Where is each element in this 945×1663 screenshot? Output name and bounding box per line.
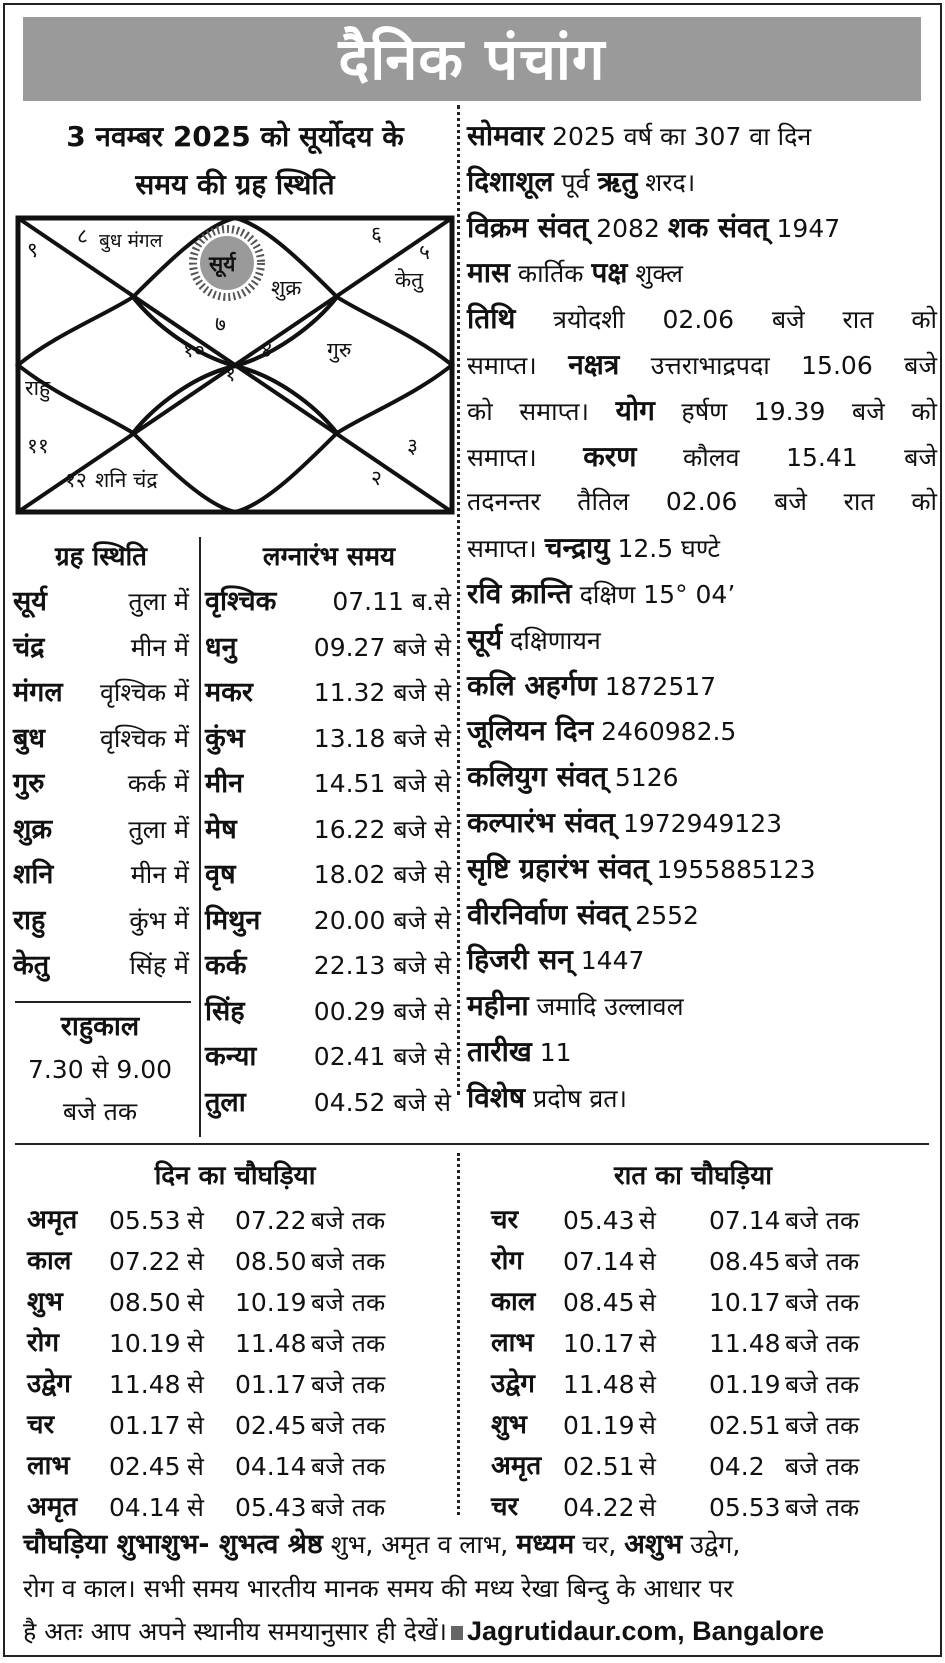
choghadiya-row [491,1323,911,1364]
grah-row [13,716,189,761]
footer-credit: Jagrutidaur.com, Bangalore [467,1616,825,1646]
panchang-value: हर्षण 19.39 बजे को [654,396,937,426]
choghadiya-row [491,1241,911,1282]
word-se: से [187,1452,204,1481]
grah-rashi: वृश्चिक में [100,723,189,753]
choghadiya-name: चर [491,1205,519,1235]
word-baje-tak: बजे तक [311,1493,386,1522]
grah-name: मंगल [13,677,63,708]
word-se: से [639,1370,656,1399]
word-baje-tak: बजे तक [311,1247,386,1276]
house-number-12: १२ [65,468,87,492]
panchang-value: शरद। [637,167,696,197]
choghadiya-from: 10.17 [563,1329,635,1358]
word-baje-tak: बजे तक [785,1329,860,1358]
house-number-10: १० [183,338,205,362]
word-baje-tak: बजे तक [311,1370,386,1399]
planet-budh-mangal: बुध मंगल [99,230,163,252]
panchang-label: रवि क्रान्ति [467,577,572,610]
grah-row [13,670,189,715]
house-number-5: ५ [419,240,430,264]
lagna-row [205,625,451,670]
choghadiya-row [27,1487,447,1528]
choghadiya-name: काल [491,1287,536,1317]
choghadiya-to: 11.48 [235,1329,307,1358]
word-baje-tak: बजे तक [785,1493,860,1522]
word-se: से [187,1247,204,1276]
grah-row [13,943,189,988]
grah-rashi: तुला में [128,814,189,844]
lagna-time: 14.51 बजे से [313,769,451,798]
lagna-name: कर्क [205,950,247,981]
choghadiya-to: 01.19 [709,1370,781,1399]
panchang-value: 1872517 [596,671,717,701]
choghadiya-name: शुभ [491,1410,527,1440]
word-baje-tak: बजे तक [311,1206,386,1235]
house-number-11: ११ [27,434,49,458]
panchang-value: उत्तराभाद्रपदा 15.06 बजे [619,351,938,380]
panchang-label: करण [583,439,637,473]
grah-name: सूर्य [13,586,47,617]
rahukaal-time: 7.30 से 9.00 [27,1055,173,1084]
word-se: से [187,1329,204,1358]
choghadiya-row [27,1241,447,1282]
grah-row [13,852,189,897]
word-baje-tak: बजे तक [311,1411,386,1440]
choghadiya-name: काल [27,1246,72,1276]
planet-shukra: शुक्र [271,276,302,300]
panchang-label: चन्द्रायु [544,531,610,565]
panchang-value: दक्षिणायन [502,625,601,655]
grah-rashi: कुंभ में [129,905,189,935]
choghadiya-to: 02.51 [709,1411,781,1440]
panchang-value: को समाप्त। [467,396,616,426]
panchang-label: पक्ष [591,256,628,290]
word-se: से [639,1288,656,1317]
grah-name: राहु [13,904,46,936]
choghadiya-row [27,1282,447,1323]
lagna-time: 09.27 बजे से [313,632,451,662]
panchang-label: तारीख [467,1035,532,1068]
lagna-title: लग्नारंभ समय [262,542,396,572]
choghadiya-row [27,1200,447,1241]
panchang-line [467,525,937,571]
footer-line-1 [23,1523,928,1567]
choghadiya-row [491,1200,911,1241]
lagna-name: मेष [205,813,237,845]
choghadiya-name: उद्वेग [27,1369,71,1399]
grah-rashi: मीन में [130,632,189,662]
choghadiya-to: 10.17 [709,1288,781,1317]
choghadiya-name: उद्वेग [491,1369,535,1399]
panchang-label: जूलियन दिन [467,714,594,748]
footer-line-3 [23,1609,928,1653]
choghadiya-row [491,1446,911,1487]
choghadiya-name: अमृत [27,1492,78,1522]
panchang-line [467,342,937,388]
panchang-label: योग [615,393,655,427]
choghadiya-to: 08.45 [709,1247,781,1276]
panchang-line [467,663,937,709]
grah-title: ग्रह स्थिति [54,542,148,572]
choghadiya-row [27,1405,447,1446]
choghadiya-name: अमृत [491,1451,542,1481]
choghadiya-to: 05.43 [235,1493,307,1522]
lagna-time: 11.32 बजे से [313,678,451,707]
lagna-name: मिथुन [205,904,261,936]
choghadiya-from: 02.45 [109,1452,181,1481]
panchang-value: 1955885123 [648,854,816,884]
panchang-label: विक्रम संवत् [467,210,589,244]
house-number-9: ९ [27,238,38,262]
choghadiya-to: 05.53 [709,1493,781,1522]
kundli-chart [15,215,455,515]
panchang-value: तदनन्तर तैतिल 02.06 बजे रात को [467,487,937,517]
panchang-line [467,617,937,663]
word-se: से [639,1247,656,1276]
choghadiya-from: 11.48 [109,1370,181,1399]
planet-ketu: केतु [395,268,424,292]
chart-heading [15,113,455,209]
panchang-label: नक्षत्र [568,348,620,381]
choghadiya-from: 05.53 [109,1206,181,1235]
grah-name: शुक्र [13,813,53,845]
house-number-7: ७ [215,312,226,336]
panchang-label: सूर्य [467,622,503,656]
choghadiya-from: 04.14 [109,1493,181,1522]
square-icon [451,1626,463,1640]
panchang-value: 5126 [606,763,679,793]
lagna-time: 22.13 बजे से [313,951,451,980]
panchang-value: 12.5 घण्टे [609,534,721,564]
choghadiya-to: 04.2 [709,1452,765,1481]
chart-heading-line2: समय की ग्रह स्थिति [135,168,335,201]
panchang-label: सृष्टि ग्रहारंभ संवत् [467,851,649,885]
planet-surya: सूर्य [209,252,236,276]
lagna-time: 07.11 ब.से [332,587,451,616]
choghadiya-to: 02.45 [235,1411,307,1440]
word-se: से [187,1493,204,1522]
word-se: से [639,1493,656,1522]
word-se: से [639,1329,656,1358]
panchang-value: 2082 [588,213,668,243]
panchang-line [467,1029,937,1075]
panchang-value: जमादि उल्लावल [528,992,684,1022]
grah-row [13,761,189,806]
grah-rashi: सिंह में [129,951,189,980]
lagna-time: 04.52 बजे से [313,1087,451,1117]
lagna-name: कन्या [205,1041,257,1072]
word-se: से [187,1288,204,1317]
word-baje-tak: बजे तक [311,1329,386,1358]
footer-label-madhyam: मध्यम [516,1529,575,1560]
house-number-3: ३ [407,434,418,458]
choghadiya-from: 07.14 [563,1247,635,1276]
panchang-line [467,983,937,1029]
panchang-label: ऋतु [597,164,638,198]
house-number-1: १ [225,362,236,386]
grah-row [13,579,189,624]
panchang-value: प्रदोष व्रत। [525,1083,627,1113]
lagna-time: 00.29 बजे से [313,996,451,1026]
choghadiya-from: 11.48 [563,1370,635,1399]
footer-text-4: है अतः आप अपने स्थानीय समयानुसार ही देखें। [23,1617,448,1646]
choghadiya-to: 07.22 [235,1206,307,1235]
word-se: से [639,1206,656,1235]
word-baje-tak: बजे तक [785,1452,860,1481]
panchang-label: तिथि [467,302,516,336]
planet-shani-chandra: शनि चंद्र [95,468,158,492]
panchang-value: 1972949123 [615,809,783,838]
panchang-line [467,846,937,892]
panchang-line [467,434,937,480]
grah-rule [15,1001,191,1003]
panchang-label: विशेष [467,1080,526,1114]
panchang-label: वीरनिर्वाण संवत् [467,897,628,931]
rahukaal-title: राहुकाल [60,1011,140,1042]
panchang-value: शुक्ल [627,259,683,289]
word-baje-tak: बजे तक [785,1247,860,1276]
lagna-name: सिंह [205,995,245,1027]
panchang-label: महीना [467,989,529,1023]
choghadiya-name: लाभ [491,1328,534,1358]
grah-name: शनि [13,859,54,890]
lagna-time: 16.22 बजे से [313,814,451,844]
panchang-label: मास [467,256,510,290]
choghadiya-from: 08.50 [109,1288,181,1317]
word-se: से [187,1206,204,1235]
grah-row [13,807,189,852]
lagna-name: मीन [205,768,244,799]
day-choghadiya-title: दिन का चौघड़िया [154,1161,316,1191]
house-number-8: ८ [77,224,88,248]
choghadiya-from: 01.19 [563,1411,635,1440]
choghadiya-name: लाभ [27,1451,70,1481]
lagna-row [205,898,451,943]
choghadiya-from: 08.45 [563,1288,635,1317]
grah-rashi: कर्क में [127,769,189,798]
choghadiya-row [27,1446,447,1487]
panchang-value: समाप्त। [467,534,545,564]
choghadiya-name: रोग [491,1246,524,1276]
choghadiya-to: 01.17 [235,1370,307,1399]
panchang-value: 1447 [572,946,645,976]
panchang-label: सोमवार [467,119,545,152]
footer-label-shubh: चौघड़िया शुभाशुभ- शुभत्व श्रेष्ठ [23,1529,323,1560]
choghadiya-row [491,1487,911,1528]
panchang-line [467,113,937,159]
choghadiya-to: 04.14 [235,1452,307,1481]
choghadiya-from: 01.17 [109,1411,181,1440]
footer-label-ashubh: अशुभ [624,1529,683,1560]
lagna-row [205,943,451,988]
house-number-6: ६ [371,222,382,246]
lagna-row [205,1034,451,1079]
choghadiya-name: शुभ [27,1287,63,1317]
panchang-value: कार्तिक [509,259,592,289]
column-divider [457,105,460,1095]
lagna-time: 20.00 बजे से [313,905,451,935]
panchang-label: दिशाशूल [467,164,554,198]
lagna-name: वृश्चिक [205,586,277,617]
word-baje-tak: बजे तक [311,1452,386,1481]
choghadiya-from: 04.22 [563,1493,635,1522]
choghadiya-name: रोग [27,1328,60,1358]
lagna-name: मकर [205,677,253,708]
panchang-value: दक्षिण 15° 04’ [571,580,736,609]
lagna-row [205,807,451,852]
word-baje-tak: बजे तक [785,1370,860,1399]
panchang-value: समाप्त। [467,351,569,380]
panchang-value: त्रयोदशी 02.06 बजे रात को [515,305,937,335]
lagna-name: वृष [205,859,236,890]
panchang-line [467,479,937,525]
word-baje-tak: बजे तक [311,1288,386,1317]
night-choghadiya-title: रात का चौघड़िया [613,1161,773,1191]
lagna-row [205,989,451,1034]
chart-heading-line1: 3 नवम्बर 2025 को सूर्योदय के [66,120,404,153]
choghadiya-name: अमृत [27,1205,78,1235]
panchang-line [467,1075,937,1121]
grah-row [13,625,189,670]
panchang-line [467,205,937,251]
grah-name: चंद्र [13,631,45,663]
house-number-4: ४ [261,338,272,362]
house-number-2: २ [371,466,382,490]
lagna-row [205,1080,451,1125]
word-se: से [639,1452,656,1481]
table-divider [199,537,201,1137]
grah-rashi: वृश्चिक में [100,678,189,707]
panchang-value: पूर्व [553,167,598,197]
panchang-label: हिजरी सन् [467,943,573,977]
choghadiya-from: 02.51 [563,1452,635,1481]
word-baje-tak: बजे तक [785,1288,860,1317]
panchang-value: समाप्त। [467,442,584,472]
choghadiya-divider [457,1153,460,1515]
choghadiya-name: चर [491,1492,519,1522]
panchang-line [467,250,937,296]
section-rule [15,1143,929,1145]
lagna-name: तुला [205,1086,246,1118]
rahukaal-box [13,1005,187,1133]
choghadiya-row [491,1282,911,1323]
panchang-line [467,296,937,342]
choghadiya-to: 07.14 [709,1206,781,1235]
grah-name: बुध [13,722,46,754]
lagna-row [205,579,451,624]
lagna-row [205,761,451,806]
grah-rashi: मीन में [130,860,189,889]
choghadiya-name: चर [27,1410,55,1440]
grah-row [13,898,189,943]
panchang-value: 2460982.5 [593,717,737,747]
planet-guru: गुरु [327,338,352,362]
grah-rashi: तुला में [128,587,189,616]
panchang-page [3,3,942,1657]
lagna-name: धनु [205,631,237,663]
lagna-row [205,716,451,761]
lagna-time: 02.41 बजे से [313,1042,451,1071]
footer-line-2: रोग व काल। सभी समय भारतीय मानक समय की मध्य रेखा बिन्दु के आधार पर [23,1574,734,1603]
grah-name: केतु [13,950,50,981]
grah-name: गुरु [13,768,45,799]
panchang-line [467,754,937,800]
panchang-line [467,708,937,754]
lagna-row [205,670,451,715]
choghadiya-from: 07.22 [109,1247,181,1276]
panchang-value: 2552 [627,900,699,930]
panchang-label: कल्पारंभ संवत् [467,806,616,839]
choghadiya-row [491,1405,911,1446]
panchang-line [467,892,937,938]
panchang-value: 2025 वर्ष का 307 वा दिन [544,122,812,151]
panchang-line [467,800,937,846]
planet-rahu: राहु [25,376,51,400]
lagna-time: 13.18 बजे से [313,723,451,753]
footer-text-2: चर, [574,1530,625,1559]
choghadiya-from: 05.43 [563,1206,635,1235]
panchang-label: शक संवत् [667,210,769,244]
choghadiya-row [27,1364,447,1405]
panchang-value: 11 [531,1038,572,1067]
page-title: दैनिक पंचांग [23,17,921,101]
rahukaal-time-suffix: बजे तक [62,1097,138,1126]
panchang-line [467,571,937,617]
footer-text-1: शुभ, अमृत व लाभ, [322,1530,517,1559]
panchang-label: कलि अहर्गण [467,668,597,702]
word-baje-tak: बजे तक [785,1206,860,1235]
choghadiya-to: 11.48 [709,1329,781,1358]
choghadiya-to: 10.19 [235,1288,307,1317]
lagna-row [205,852,451,897]
panchang-line [467,159,937,205]
panchang-value: 1947 [768,213,841,243]
lagna-name: कुंभ [205,722,245,754]
word-baje-tak: बजे तक [785,1411,860,1440]
footer-text-3: उद्वेग, [682,1530,741,1559]
choghadiya-row [491,1364,911,1405]
panchang-label: कलियुग संवत् [467,760,607,794]
panchang-line [467,937,937,983]
word-se: से [187,1411,204,1440]
choghadiya-from: 10.19 [109,1329,181,1358]
choghadiya-row [27,1323,447,1364]
lagna-time: 18.02 बजे से [313,860,451,889]
word-se: से [639,1411,656,1440]
word-se: से [187,1370,204,1399]
panchang-line [467,388,937,434]
panchang-value: कौलव 15.41 बजे [636,442,937,472]
choghadiya-to: 08.50 [235,1247,307,1276]
